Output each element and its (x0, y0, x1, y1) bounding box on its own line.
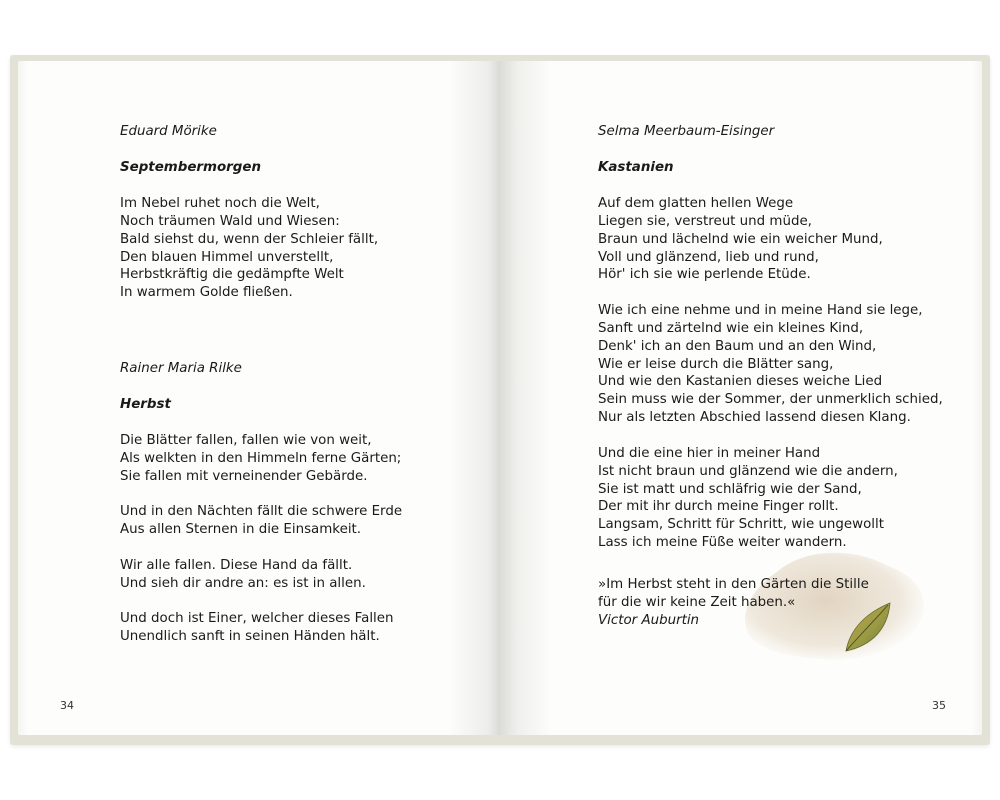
left-page-content (120, 123, 402, 663)
poem-stanza (120, 432, 402, 486)
poem-stanza (120, 195, 402, 302)
quote-block (598, 576, 943, 630)
poem-line: Und die eine hier in meiner Hand (598, 445, 821, 461)
poem-line: Und in den Nächten fällt die schwere Erde (120, 504, 403, 520)
poem-septembermorgen (120, 123, 402, 302)
poem-line: Im Nebel ruhet noch die Welt, (120, 195, 320, 211)
poem-line: Die Blätter fallen, fallen wie von weit, (120, 433, 372, 449)
poem-line: Hör' ich sie wie perlende Etüde. (598, 267, 811, 283)
poem-line: Den blauen Himmel unverstellt, (120, 249, 334, 265)
poem-line: Voll und glänzend, lieb und rund, (598, 249, 819, 265)
open-book (10, 55, 990, 745)
poem-author: Eduard Mörike (120, 124, 217, 139)
poem-stanza (598, 302, 943, 427)
poem-line: Und sieh dir andre an: es ist in allen. (120, 575, 366, 591)
poem-line: Der mit ihr durch meine Finger rollt. (598, 499, 839, 515)
poem-line: Nur als letzten Abschied lassend diesen Klang. (598, 410, 911, 426)
poem-line: Wie er leise durch die Blätter sang, (598, 356, 834, 372)
poem-stanza (120, 557, 402, 593)
poem-line: Ist nicht braun und glänzend wie die andern, (598, 463, 898, 479)
poem-line: Noch träumen Wald und Wiesen: (120, 213, 340, 229)
poem-line: Und wie den Kastanien dieses weiche Lied (598, 374, 883, 390)
poem-line: Bald siehst du, wenn der Schleier fällt, (120, 231, 379, 247)
poem-line: Braun und lächelnd wie ein weicher Mund, (598, 231, 883, 247)
poem-line: Sie fallen mit verneinender Gebärde. (120, 468, 368, 484)
poem-line: Aus allen Sternen in die Einsamkeit. (120, 522, 362, 538)
poem-line: Als welkten in den Himmeln ferne Gärten; (120, 450, 402, 466)
poem-line: Sein muss wie der Sommer, der unmerklich schied, (598, 392, 943, 408)
poem-line: Und doch ist Einer, welcher dieses Fallen (120, 610, 394, 626)
poem-line: Sie ist matt und schläfrig wie der Sand, (598, 481, 862, 497)
poem-stanza (598, 445, 943, 552)
poem-line: Auf dem glatten hellen Wege (598, 195, 794, 211)
poem-author: Selma Meerbaum-Eisinger (598, 124, 775, 139)
page-number-right: 35 (932, 699, 946, 712)
poem-line: Sanft und zärtelnd wie ein kleines Kind, (598, 320, 864, 336)
quote-line: »Im Herbst steht in den Gärten die Stille (598, 577, 869, 593)
poem-stanza (598, 195, 943, 285)
right-page (498, 61, 982, 735)
poem-line: In warmem Golde fließen. (120, 285, 293, 301)
poem-line: Wie ich eine nehme und in meine Hand sie lege, (598, 302, 923, 318)
poem-line: Denk' ich an den Baum und an den Wind, (598, 338, 877, 354)
poem-line: Lass ich meine Füße weiter wandern. (598, 535, 847, 551)
poem-author: Rainer Maria Rilke (120, 361, 242, 377)
left-page (18, 61, 502, 735)
poem-stanza (120, 610, 402, 646)
poem-herbst (120, 360, 402, 645)
quote-line: für die wir keine Zeit haben.« (598, 595, 796, 611)
poem-line: Wir alle fallen. Diese Hand da fällt. (120, 557, 353, 573)
poem-line: Liegen sie, verstreut und müde, (598, 213, 812, 229)
poem-line: Herbstkräftig die gedämpfte Welt (120, 267, 344, 283)
poem-title: Kastanien (598, 159, 674, 175)
poem-line: Unendlich sanft in seinen Händen hält. (120, 628, 380, 644)
quote-source: Victor Auburtin (598, 612, 700, 628)
page-number-left: 34 (60, 699, 74, 712)
poem-title: Herbst (120, 397, 171, 413)
poem-line: Langsam, Schritt für Schritt, wie ungewollt (598, 517, 884, 533)
poem-stanza (120, 503, 402, 539)
poem-title: Septembermorgen (120, 159, 261, 175)
